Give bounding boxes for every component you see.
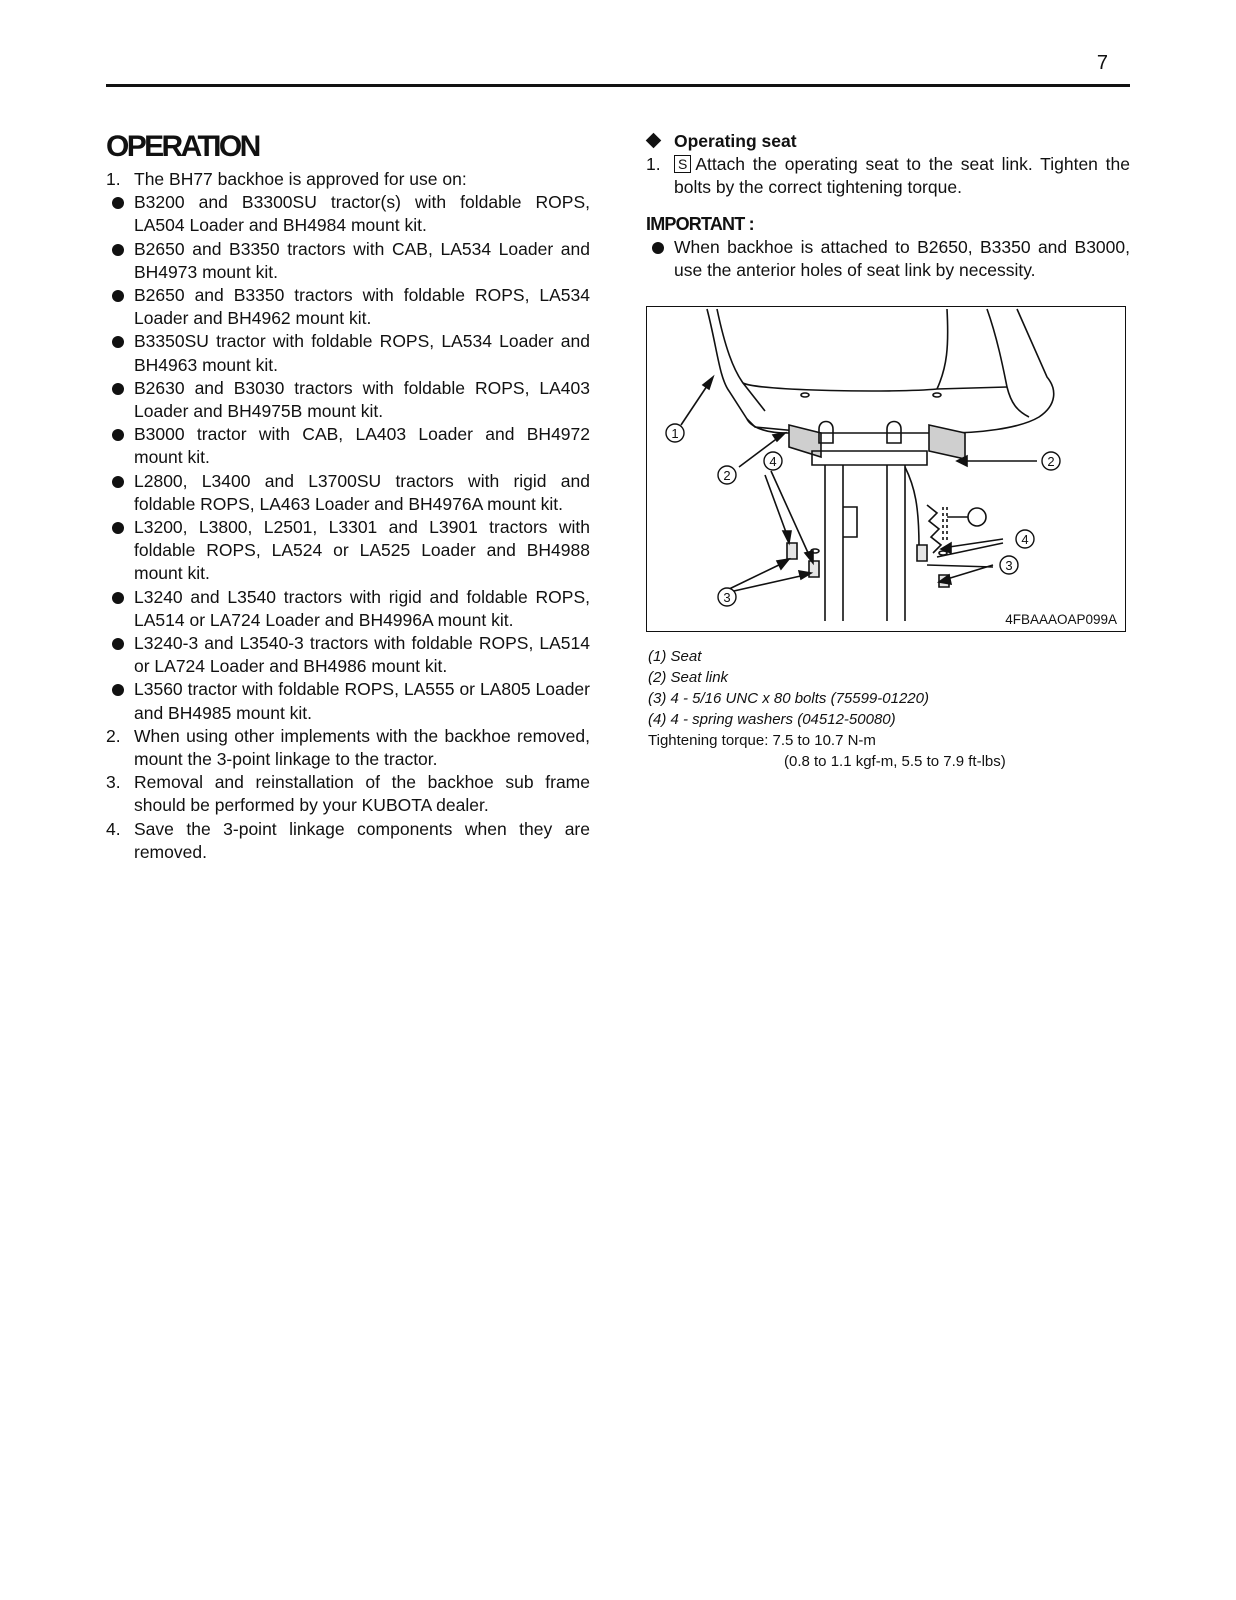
list-item-text: B2630 and B3030 tractors with foldable ROPS, LA403 Loader and BH4975B mount kit. — [134, 377, 590, 422]
list-item-text: L3200, L3800, L2501, L3301 and L3901 tractors with foldable ROPS, LA524 or LA525 Loader and BH4988 mount kit. — [134, 517, 590, 584]
item-text: Save the 3-point linkage components when they are removed. — [134, 818, 590, 862]
list-item — [106, 470, 590, 516]
caption-line: (2) Seat link — [648, 669, 729, 686]
list-item — [106, 423, 590, 469]
callout-2-label: 2 — [723, 468, 731, 483]
list-item — [106, 284, 590, 330]
list-item — [106, 586, 590, 632]
bullet-icon — [112, 290, 124, 302]
callout-3-label: 3 — [1005, 558, 1013, 573]
list-item — [106, 516, 590, 586]
callout-4-label: 4 — [769, 454, 777, 469]
important-note — [646, 236, 1130, 282]
step-text: Attach the operating seat to the seat link. Tighten the bolts by the correct tightening torque. — [674, 154, 1130, 198]
list-item — [106, 678, 590, 724]
list-item — [106, 191, 590, 237]
bullet-icon — [112, 429, 124, 441]
bullet-icon — [112, 638, 124, 650]
left-column — [106, 130, 590, 864]
list-item-text: B3350SU tractor with foldable ROPS, LA534 Loader and BH4963 mount kit. — [134, 331, 590, 375]
bullet-icon — [112, 244, 124, 256]
important-text: When backhoe is attached to B2650, B3350 and B3000, use the anterior holes of seat link by necessity. — [674, 236, 1130, 280]
section-title: OPERATION — [106, 130, 259, 163]
step-number: 1. — [646, 154, 661, 175]
list-item-text: B3000 tractor with CAB, LA403 Loader and BH4972 mount kit. — [134, 424, 590, 468]
item-text: When using other implements with the backhoe removed, mount the 3-point linkage to the tractor. — [134, 725, 590, 770]
bullet-icon — [112, 476, 124, 488]
list-item — [106, 632, 590, 678]
header-rule — [106, 84, 1130, 87]
bullet-icon — [112, 684, 124, 696]
callout-3-label: 3 — [723, 590, 731, 605]
right-column — [646, 130, 1130, 282]
bullet-icon — [112, 522, 124, 534]
bullet-icon — [112, 383, 124, 395]
item-number: 3. — [106, 772, 121, 793]
list-item-text: B2650 and B3350 tractors with foldable ROPS, LA534 Loader and BH4962 mount kit. — [134, 285, 590, 329]
item-text: The BH77 backhoe is approved for use on: — [134, 169, 467, 189]
bullet-icon — [112, 336, 124, 348]
callout-2-label: 2 — [1047, 454, 1055, 469]
subheading-operating-seat — [646, 130, 1130, 153]
torque-line-alt-units: (0.8 to 1.1 kgf-m, 5.5 to 7.9 ft-lbs) — [784, 753, 1006, 770]
seat-diagram — [647, 307, 1125, 631]
item-number: 4. — [106, 818, 121, 839]
list-item-text: L3240 and L3540 tractors with rigid and foldable ROPS, LA514 or LA724 Loader and BH4996A mount kit. — [134, 586, 590, 630]
numbered-item-4 — [106, 818, 590, 864]
list-item-text: L3240-3 and L3540-3 tractors with foldable ROPS, LA514 or LA724 Loader and BH4986 mount kit. — [134, 633, 590, 677]
approved-tractor-list — [106, 191, 590, 725]
service-badge: S — [674, 155, 691, 173]
list-item-text: B2650 and B3350 tractors with CAB, LA534 Loader and BH4973 mount kit. — [134, 238, 590, 282]
bullet-icon — [112, 197, 124, 209]
page-number: 7 — [1096, 52, 1108, 74]
numbered-item-1 — [106, 168, 590, 191]
subheading-text: Operating seat — [674, 131, 797, 151]
list-item — [106, 330, 590, 376]
important-label: IMPORTANT : — [646, 213, 754, 234]
callout-4-label: 4 — [1021, 532, 1029, 547]
seat-step-1 — [646, 153, 1130, 199]
item-number: 2. — [106, 725, 121, 746]
bullet-icon — [652, 242, 664, 254]
list-item-text: L2800, L3400 and L3700SU tractors with rigid and foldable ROPS, LA463 Loader and BH4976A mount kit. — [134, 470, 590, 514]
caption-line: (1) Seat — [648, 648, 702, 665]
list-item-text: B3200 and B3300SU tractor(s) with foldable ROPS, LA504 Loader and BH4984 mount kit. — [134, 192, 590, 236]
item-number: 1. — [106, 169, 121, 189]
list-item — [106, 377, 590, 423]
bullet-icon — [112, 592, 124, 604]
numbered-item-3 — [106, 771, 590, 817]
numbered-item-2 — [106, 725, 590, 771]
diamond-icon — [646, 133, 662, 149]
torque-line: Tightening torque: 7.5 to 10.7 N-m — [648, 732, 876, 749]
seat-link-illustration — [646, 306, 1126, 632]
callout-1-label: 1 — [671, 426, 679, 441]
caption-line: (4) 4 - spring washers (04512-50080) — [648, 711, 896, 728]
figure-code: 4FBAAAOAP099A — [1005, 612, 1117, 627]
list-item-text: L3560 tractor with foldable ROPS, LA555 or LA805 Loader and BH4985 mount kit. — [134, 679, 590, 723]
caption-line: (3) 4 - 5/16 UNC x 80 bolts (75599-01220) — [648, 690, 929, 707]
item-text: Removal and reinstallation of the backhoe sub frame should be performed by your KUBOTA dealer. — [134, 772, 590, 816]
figure-captions — [648, 646, 1128, 772]
list-item — [106, 238, 590, 284]
